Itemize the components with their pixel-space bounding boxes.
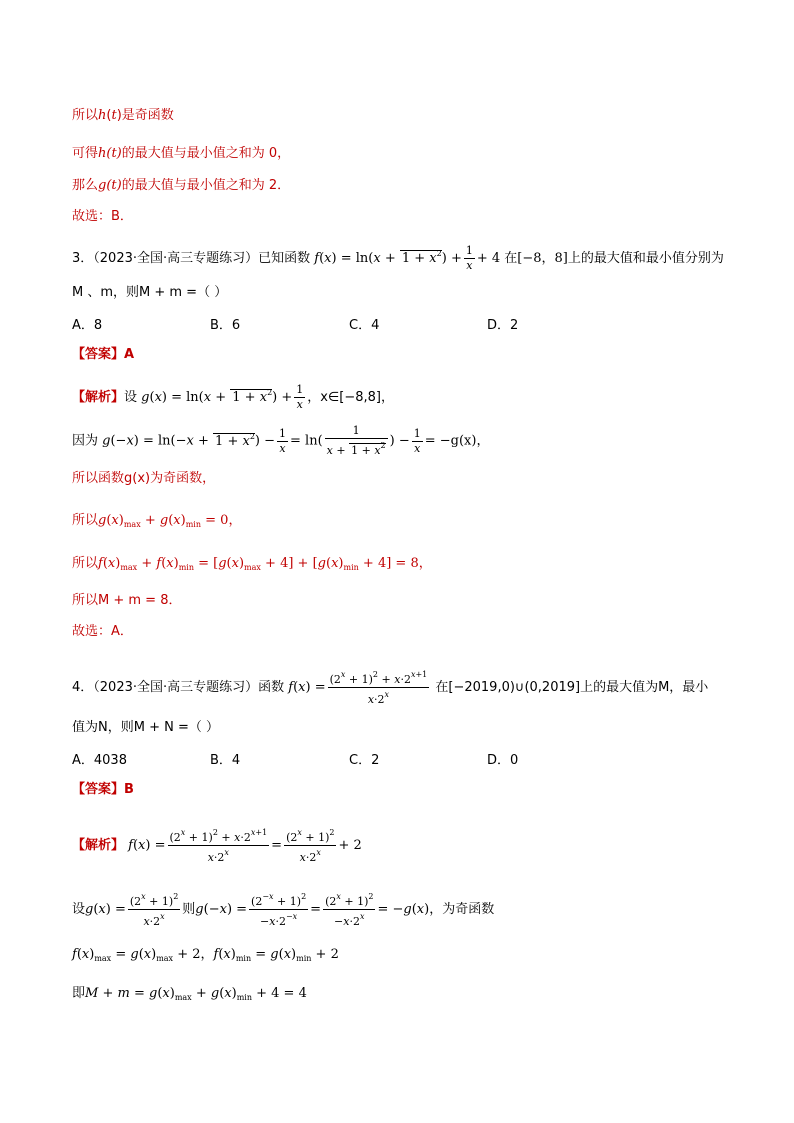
q4-stem: 4．（2023·全国·高三专题练习）函数 f(x) = $\frac{(2^x + 1)^2 + x\cdot 2^{x+1}}{x\cdot 2^x}$ 在[−2019,0)∪(0,2019]上的最大值为M，最小 xyxy=(72,670,709,706)
q3-stem: 3．（2023·全国·高三专题练习）已知函数 $f(x) = \ln(x + 1 + x^2)$ + $\frac{1}{x}$ + 4 在[−8，8]上的最大值和最小值分别为 xyxy=(72,244,724,272)
q4-option-b: B．4 xyxy=(210,753,241,768)
line-odd-function: 所以h(t)是奇函数 xyxy=(72,108,174,123)
q3-analysis-1: 【解析】设 $g(x) = \ln(x + 1 + x^2)$ + $\frac{1}{x}$ ，x∈[−8,8]， xyxy=(72,383,394,411)
q4-option-a: A．4038 xyxy=(72,753,127,768)
q4-analysis-3: $f(x)_{max} = g(x)_{max} + 2$，$f(x)_{min} = g(x)_{min} + 2$ xyxy=(72,947,339,963)
q4-stem-cont: 值为N，则M + N =（ ） xyxy=(72,720,219,735)
q3-analysis-6: 所以M + m = 8． xyxy=(72,593,182,608)
q3-option-c: C．4 xyxy=(349,318,380,333)
q4-analysis-4: 即$M + m = g(x)_{max} + g(x)_{min} + 4 = 4$ xyxy=(72,986,307,1002)
q3-analysis-5: 所以$f(x)_{max} + f(x)_{min} = [g(x)_{max} + 4] + [g(x)_{min} + 4] = 8$， xyxy=(72,556,432,572)
q3-option-d: D．2 xyxy=(487,318,519,333)
q3-option-a: A．8 xyxy=(72,318,103,333)
q3-analysis-2: 因为 $g(-x) = \ln(-x + 1 + x^2)$ − $\frac{1}{x}$ = ln( $\frac{1}{x + 1 + x^2}$ ) − $\frac{1}{x}$ = −g(x)， xyxy=(72,424,490,457)
q3-answer: 【答案】A xyxy=(72,347,135,362)
q4-option-c: C．2 xyxy=(349,753,380,768)
line-max-min-g: 那么g(t)的最大值与最小值之和为 2． xyxy=(72,178,291,193)
q4-analysis-1: 【解析】 f(x) = $\frac{(2^x + 1)^2 + x\cdot 2^{x+1}}{x\cdot 2^x}$ = $\frac{(2^x + 1)^2}{x\cdot 2^x}$ + 2 xyxy=(72,828,362,864)
q4-option-d: D．0 xyxy=(487,753,519,768)
q3-stem-cont: M 、m，则M + m =（ ） xyxy=(72,285,228,300)
q3-analysis-4: 所以$g(x)_{max} + g(x)_{min} = 0$， xyxy=(72,513,242,529)
line-max-min-h: 可得h(t)的最大值与最小值之和为 0， xyxy=(72,146,291,161)
line-choose-b: 故选：B． xyxy=(72,209,133,224)
q4-analysis-2: 设g(x) = $\frac{(2^x + 1)^2}{x\cdot 2^x}$ 则g(−x) = $\frac{(2^{-x} + 1)^2}{-x\cdot 2^{-x}}$ = $\frac{(2^x + 1)^2}{-x\cdot 2^x}$ = −g(x)，为奇函数 xyxy=(72,892,495,928)
q3-analysis-7: 故选：A． xyxy=(72,624,133,639)
q3-analysis-3: 所以函数g(x)为奇函数， xyxy=(72,471,216,486)
q3-option-b: B．6 xyxy=(210,318,241,333)
q4-answer: 【答案】B xyxy=(72,782,134,797)
